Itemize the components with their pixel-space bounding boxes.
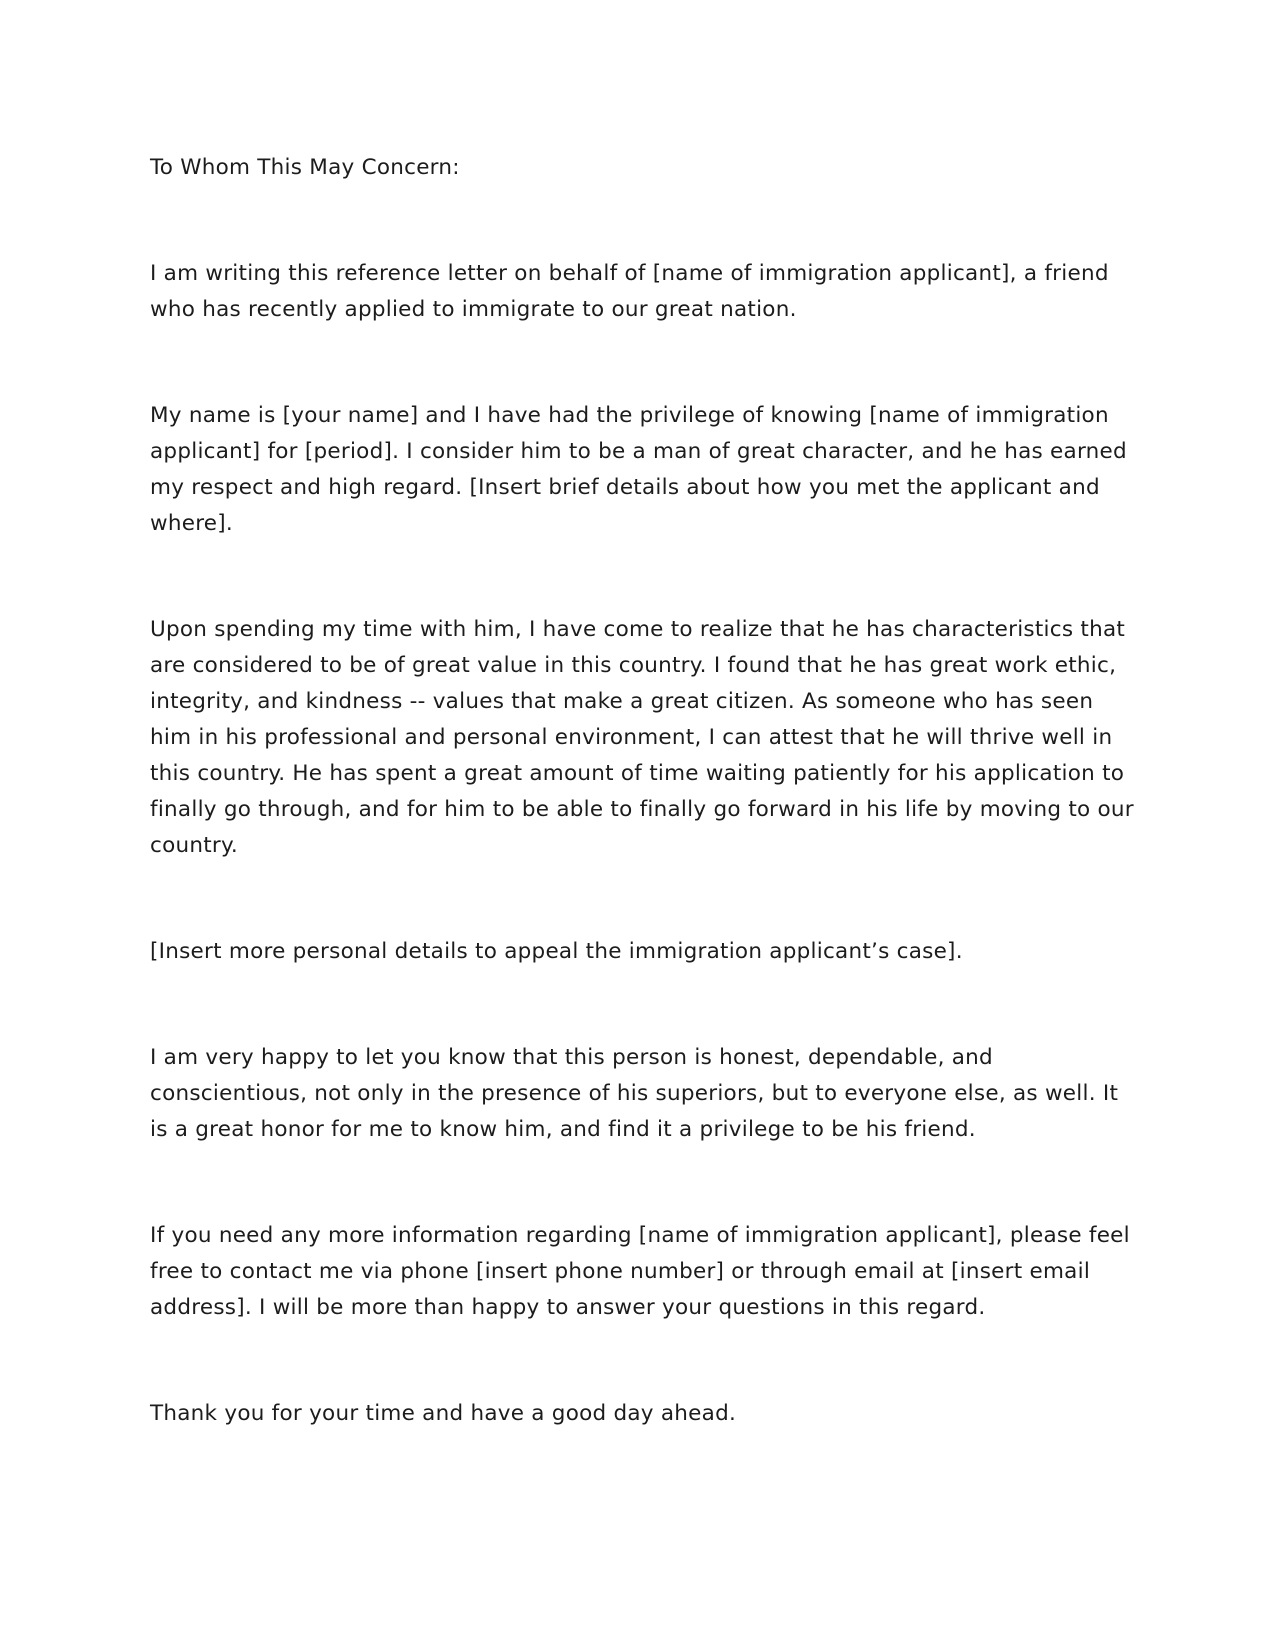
- letter-paragraph-contact: If you need any more information regarding [name of immigration applicant], please feel free to contact me via phone [insert phone number] or through email at [insert email address]. I will be more than happy to answer your questions in this regard.: [150, 1223, 1130, 1320]
- letter-paragraph-character: Upon spending my time with him, I have come to realize that he has characteristics that are considered to be of great value in this country. I found that he has great work ethic, integrity, and kindness -- values that make a great citizen. As someone who has seen him in his professional and personal environment, I can attest that he will thrive well in this country. He has spent a great amount of time waiting patiently for his application to finally go through, and for him to be able to finally go forward in his life by moving to our country.: [150, 617, 1134, 858]
- letter-closing: Thank you for your time and have a good day ahead.: [150, 1401, 737, 1426]
- letter-paragraph-endorsement: I am very happy to let you know that this person is honest, dependable, and conscientious, not only in the presence of his superiors, but to everyone else, as well. It is a great honor for me to know him, and find it a privilege to be his friend.: [150, 1045, 1119, 1142]
- letter-paragraph-relationship: My name is [your name] and I have had the privilege of knowing [name of immigration applicant] for [period]. I consider him to be a man of great character, and he has earned my respect and high regard. [Insert brief details about how you met the applicant and where].: [150, 403, 1127, 536]
- letter-paragraph-intro: I am writing this reference letter on behalf of [name of immigration applicant], a friend who has recently applied to immigrate to our great nation.: [150, 261, 1109, 322]
- reference-letter: [150, 150, 1135, 1432]
- letter-paragraph-personal-details: [Insert more personal details to appeal the immigration applicant’s case].: [150, 939, 963, 964]
- letter-salutation: To Whom This May Concern:: [150, 155, 460, 180]
